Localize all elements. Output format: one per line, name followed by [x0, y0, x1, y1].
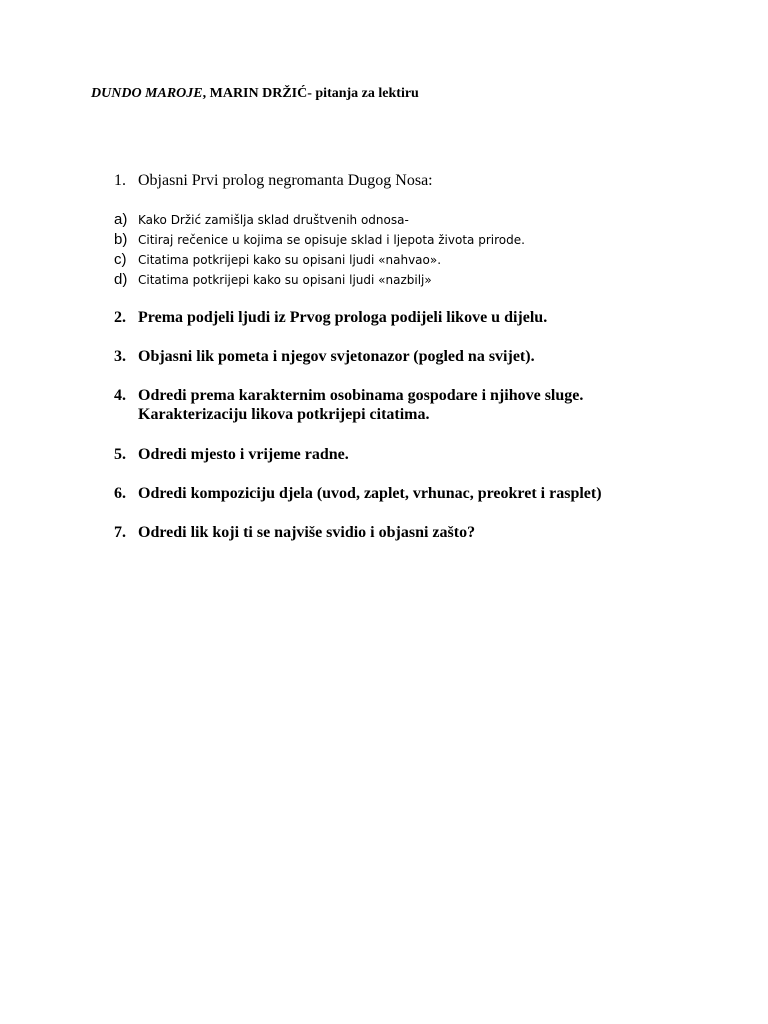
- subitem-letter: a): [114, 211, 128, 228]
- question-text: Odredi mjesto i vrijeme radne.: [138, 446, 349, 463]
- subitem-letter: c): [114, 251, 127, 268]
- question-text: Prema podjeli ljudi iz Prvog prologa podijeli likove u dijelu.: [138, 309, 548, 326]
- subitem-text: Citatima potkrijepi kako su opisani ljudi «nazbilj»: [138, 273, 432, 287]
- work-title: DUNDO MAROJE: [91, 86, 203, 101]
- subitem-text: Citiraj rečenice u kojima se opisuje sklad i ljepota života prirode.: [138, 233, 525, 247]
- question-number: 7.: [114, 524, 126, 541]
- subitem-text: Kako Držić zamišlja sklad društvenih odnosa-: [138, 213, 409, 227]
- question-number: 1.: [114, 172, 126, 189]
- question-number: 5.: [114, 446, 126, 463]
- question-number: 2.: [114, 309, 126, 326]
- question-number: 3.: [114, 348, 126, 365]
- question-text: Odredi kompoziciju djela (uvod, zaplet, vrhunac, preokret i rasplet): [138, 485, 602, 502]
- question-text-continuation: Karakterizaciju likova potkrijepi citatima.: [138, 406, 430, 423]
- question-number: 4.: [114, 387, 126, 404]
- subitem-text: Citatima potkrijepi kako su opisani ljudi «nahvao».: [138, 253, 442, 267]
- document-title: [91, 86, 419, 102]
- title-rest: , MARIN DRŽIĆ- pitanja za lektiru: [202, 86, 419, 101]
- question-text: Odredi lik koji ti se najviše svidio i objasni zašto?: [138, 524, 476, 541]
- question-number: 6.: [114, 485, 126, 502]
- subitem-letter: d): [114, 271, 128, 288]
- subitem-letter: b): [114, 231, 128, 248]
- question-text: Odredi prema karakternim osobinama gospodare i njihove sluge.: [138, 387, 584, 404]
- question-text: Objasni Prvi prolog negromanta Dugog Nosa:: [138, 172, 433, 189]
- question-text: Objasni lik pometa i njegov svjetonazor (pogled na svijet).: [138, 348, 535, 365]
